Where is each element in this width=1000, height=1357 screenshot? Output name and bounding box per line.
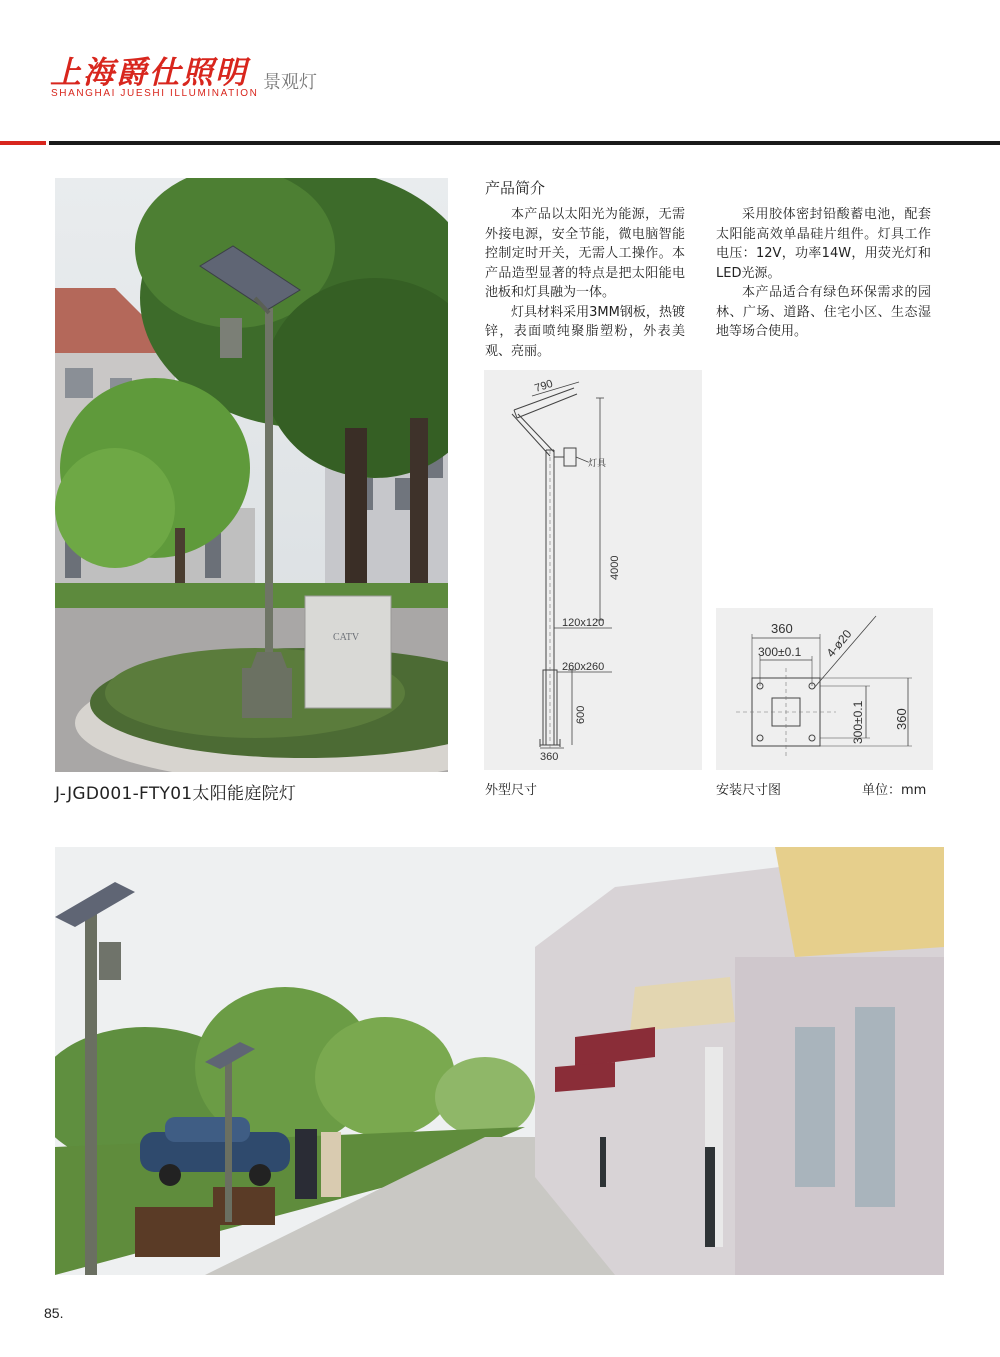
dim-panel-width: 790: [533, 377, 555, 395]
dim-outer-height: 360: [894, 708, 909, 730]
catv-box-label: CATV: [333, 632, 360, 643]
install-drawing-label: 安装尺寸图: [716, 783, 782, 798]
brand-logo-english: SHANGHAI JUESHI ILLUMINATION: [51, 88, 259, 99]
brand-logo-chinese: 上海爵仕照明: [50, 55, 248, 91]
profile-drawing-label: 外型尺寸: [485, 783, 538, 798]
header-rule: [49, 141, 1000, 145]
intro-column-right: [716, 205, 931, 342]
intro-column-left: [485, 205, 685, 361]
dim-inner-width: 300±0.1: [758, 645, 802, 659]
dim-inner-height: 300±0.1: [851, 700, 865, 744]
dim-base-section: 260x260: [562, 661, 605, 673]
install-dimension-drawing: [716, 608, 933, 770]
intro-paragraph: 本产品适合有绿色环保需求的园林、广场、道路、住宅小区、生态湿地等场合使用。: [716, 285, 931, 339]
product-photo-garden: [55, 178, 448, 772]
dim-lamp-label: 灯具: [588, 458, 607, 468]
profile-dimension-drawing: [484, 370, 702, 770]
page-number: 85.: [44, 1305, 64, 1321]
dim-outer-width: 360: [771, 621, 793, 636]
unit-label: 单位：mm: [862, 783, 927, 798]
street-scene-photo: [55, 847, 944, 1275]
product-model-caption: J-JGD001-FTY01太阳能庭院灯: [55, 784, 297, 804]
intro-paragraph: 本产品以太阳光为能源，无需外接电源，安全节能，微电脑智能控制定时开关，无需人工操作。本产品造型显著的特点是把太阳能电池板和灯具融为一体。: [485, 207, 685, 300]
dim-base-height: 600: [575, 705, 587, 724]
dim-pole-section: 120x120: [562, 617, 605, 629]
dim-total-height: 4000: [609, 555, 621, 580]
header-rule-accent: [0, 141, 46, 145]
intro-paragraph: 采用胶体密封铅酸蓄电池，配套太阳能高效单晶硅片组件。灯具工作电压：12V，功率14W，用荧光灯和LED光源。: [716, 207, 931, 281]
dim-foot-width: 360: [540, 751, 559, 763]
dim-holes: 4-ø20: [823, 626, 855, 660]
category-title: 景观灯: [263, 72, 317, 93]
intro-paragraph: 灯具材料采用3MM钢板，热镀锌，表面喷纯聚脂塑粉，外表美观、亮丽。: [485, 304, 685, 359]
intro-title: 产品简介: [485, 179, 546, 197]
